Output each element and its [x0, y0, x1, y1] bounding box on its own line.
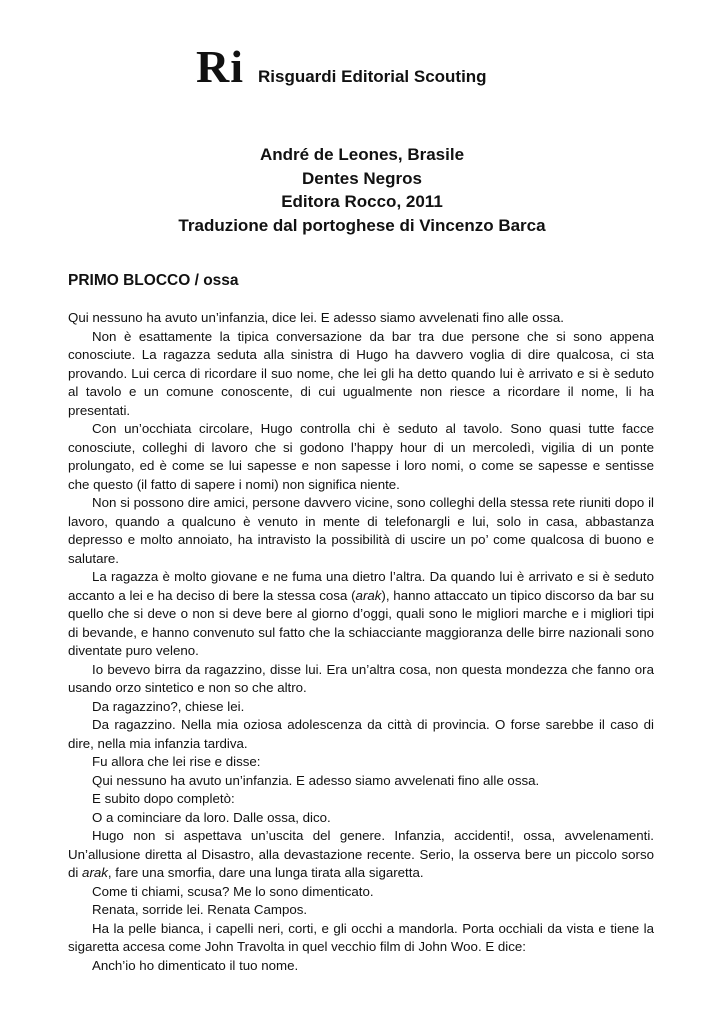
publisher-line: Editora Rocco, 2011 — [281, 192, 443, 211]
header — [196, 41, 487, 92]
title-block — [0, 143, 724, 237]
translation-line: Traduzione dal portoghese di Vincenzo Barca — [178, 215, 546, 235]
paragraph: Da ragazzino?, chiese lei. — [92, 698, 245, 714]
paragraph: O a cominciare da loro. Dalle ossa, dico. — [92, 809, 331, 825]
logo: Ri — [196, 41, 244, 92]
paragraph: Anch’io ho dimenticato il tuo nome. — [92, 957, 299, 973]
paragraph: Fu allora che lei rise e disse: — [92, 754, 261, 769]
paragraph: Renata, sorride lei. Renata Campos. — [92, 902, 308, 917]
paragraph: Qui nessuno ha avuto un’infanzia, dice lei. E adesso siamo avvelenati fino alle ossa. — [68, 310, 564, 325]
italic-word: arak — [82, 865, 108, 880]
italic-word: arak — [355, 587, 382, 603]
section-title: PRIMO BLOCCO / ossa — [68, 272, 239, 289]
paragraph: Come ti chiami, scusa? Me lo sono dimenticato. — [92, 883, 374, 899]
paragraph: Non si possono dire amici, persone davvero vicine, sono colleghi della stessa rete riuniti dopo il lavoro, quando a qualcuno è venuto in mente di telefonargli e lui, solo in casa, abbastanza depresso e molto annoiato, ha intravisto la possibilità di uscire un po’ come qualcosa di buono e salutare. — [68, 495, 654, 566]
paragraph — [68, 568, 654, 661]
paragraph-text: , fare una smorfia, dare una lunga tirata alla sigaretta. — [107, 865, 424, 880]
book-title: Dentes Negros — [302, 168, 422, 188]
paragraph-text: Hugo non si aspettava un’uscita del genere. Infanzia, accidenti!, ossa, avvelenamenti. Un’allusione diretta al Disastro, alla devastazione recente. Serio, la osserva bere un piccolo sorso di — [68, 828, 654, 880]
paragraph: E subito dopo completò: — [92, 791, 235, 806]
body-text — [68, 309, 654, 975]
paragraph: Con un’occhiata circolare, Hugo controlla chi è seduto al tavolo. Sono quasi tutte facce conosciute, colleghi di lavoro che si godono l’happy hour di un mercoledì, vigilia di un ponte prolungato, ed è come se lui sapesse e non sapesse i loro nomi, o come se sapesse e sentisse che questo (il fatto di sapere i nomi) non significa niente. — [68, 421, 654, 492]
paragraph: Da ragazzino. Nella mia oziosa adolescenza da città di provincia. O forse sarebbe il caso di dire, nella mia infanzia tardiva. — [68, 717, 654, 751]
brand-name: Risguardi Editorial Scouting — [258, 67, 487, 86]
paragraph-text: ), hanno attaccato un tipico discorso da bar su quello che si deve o non si deve bere al giorno d’oggi, quali sono le migliori marche e i migliori tipi di bevande, e hanno convenuto sul fatto che la schiacciante maggioranza delle birre nazionali sono diventate puro veleno. — [68, 587, 654, 658]
paragraph: Non è esattamente la tipica conversazione da bar tra due persone che si sono appena conosciute. La ragazza seduta alla sinistra di Hugo ha davvero voglia di dire qualcosa, ci sta provando. Lui cerca di ricordare il suo nome, che lei gli ha detto quando lui è arrivato e si è seduto al tavolo e un comune conoscente, di cui ugualmente non riesce a ricordare il nome, li ha presentati. — [68, 328, 654, 418]
paragraph: Ha la pelle bianca, i capelli neri, corti, e gli occhi a mandorla. Porta occhiali da vista e tiene la sigaretta accesa come John Travolta in quel vecchio film di John Woo. E dice: — [68, 920, 654, 954]
paragraph: Io bevevo birra da ragazzino, disse lui. Era un’altra cosa, non questa mondezza che fanno ora usando orzo sintetico e non so che altro. — [68, 661, 654, 695]
author-line: André de Leones, Brasile — [259, 145, 465, 164]
paragraph-text: La ragazza è molto giovane e ne fuma una dietro l’altra. Da quando lui è arrivato e si è seduto accanto a lei e ha deciso di bere la stessa cosa ( — [68, 569, 654, 603]
paragraph: Qui nessuno ha avuto un’infanzia. E adesso siamo avvelenati fino alle ossa. — [92, 772, 540, 788]
paragraph — [68, 827, 654, 883]
